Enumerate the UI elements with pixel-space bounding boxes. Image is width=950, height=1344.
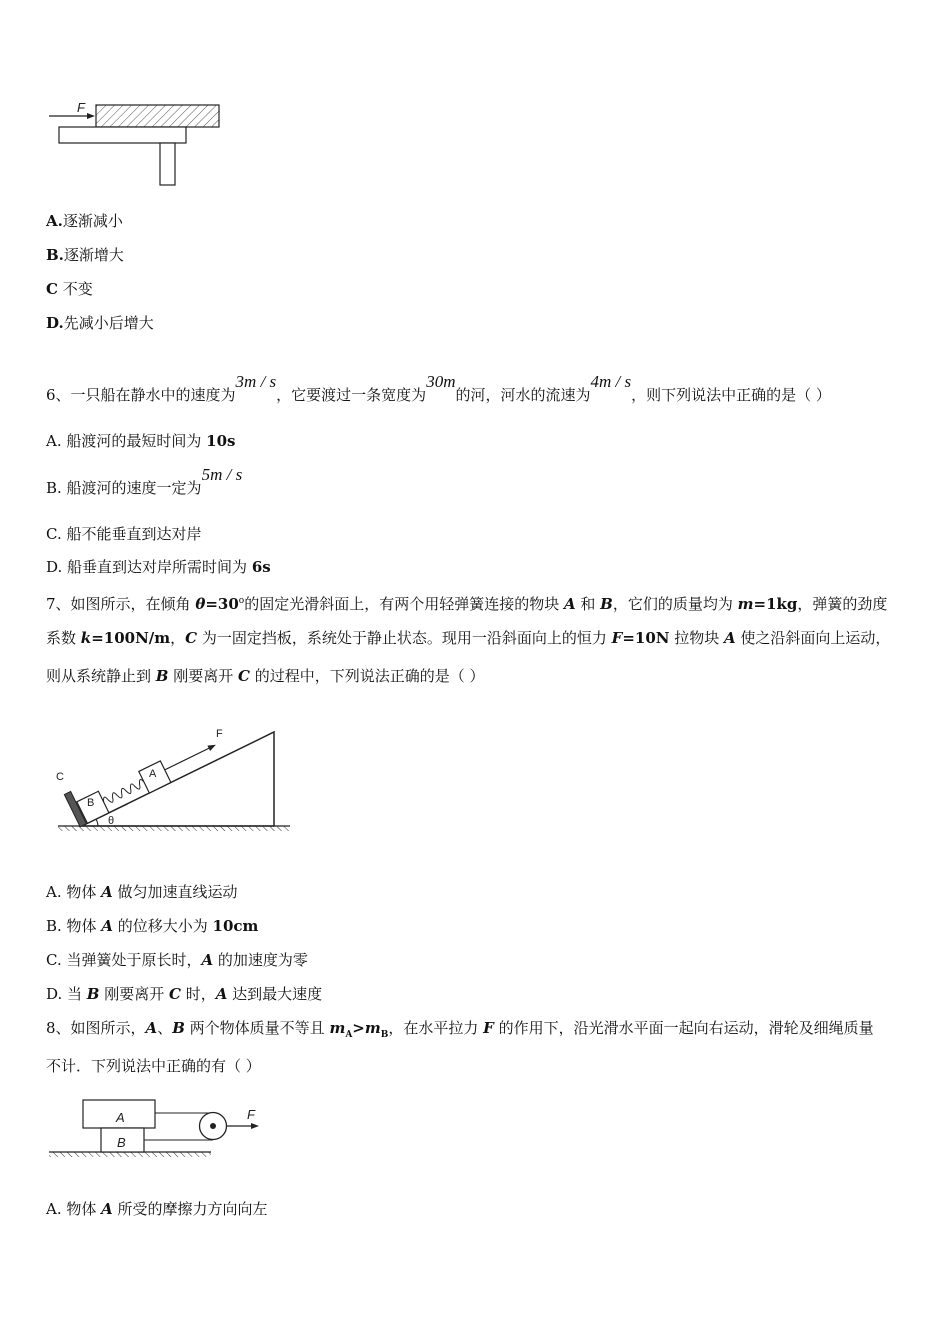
option-text: A. 船渡河的最短时间为 [46,432,207,450]
text: 不计．下列说法中正确的有（ ） [46,1057,261,1075]
symbol-a: A [145,1019,158,1037]
text: 8、如图所示， [46,1019,146,1037]
value: =10N [622,629,670,647]
figure-plank-table [45,98,225,190]
option-text: B. 船渡河的速度一定为 [46,479,202,497]
symbol-m: m [329,1019,346,1037]
figure-pulley [45,1095,265,1163]
symbol-a: A [563,595,576,613]
value: =30 [205,595,239,613]
q5-option-d[interactable] [46,313,154,333]
q6-width: 30m [426,372,456,391]
label-f: F [216,728,223,740]
text: 所受的摩擦力方向向左 [112,1200,268,1218]
text: ，在水平拉力 [388,1019,484,1037]
ground-hatch [49,1152,211,1157]
text: 系数 [46,629,81,647]
q8-stem-line2 [46,1056,261,1076]
symbol-a: A [101,917,113,935]
symbol-theta: θ [195,595,206,613]
text: 的加速度为零 [213,951,308,969]
q6-v-water: 4m / s [590,372,632,391]
symbol-a: A [724,629,736,647]
text: 使之沿斜面向上运动， [735,629,891,647]
q6-option-a[interactable] [46,431,235,451]
option-key: A. [46,212,63,230]
q6-option-b[interactable] [46,465,243,498]
q6-stem [46,372,831,405]
symbol-a: A [101,1200,113,1218]
q5-option-b[interactable] [46,245,124,265]
q7-option-b[interactable] [46,916,258,936]
symbol-f: F [483,1019,494,1037]
q6-stem-part: ，则下列说法中正确的是（ ） [631,386,831,404]
q6-stem-part: ，它要渡过一条宽度为 [276,386,427,404]
symbol-a: A [201,951,214,969]
option-text: 逐渐减小 [62,212,123,230]
table-leg [160,143,175,185]
hatched-plank [96,105,219,127]
q5-option-a[interactable] [46,211,123,231]
angle-arc [96,819,98,826]
q8-option-a[interactable] [46,1199,268,1219]
force-arrowhead [207,742,217,751]
text: 、 [157,1019,173,1037]
text: 时， [180,985,216,1003]
symbol-f: F [611,629,623,647]
text: ，弹簧的劲度 [797,595,888,613]
label-theta: θ [108,815,115,827]
option-key: D. [46,314,64,332]
q6-stem-part: 的河，河水的流速为 [455,386,591,404]
q7-option-c[interactable] [46,950,308,970]
option-text: D. 船垂直到达对岸所需时间为 [46,558,252,576]
text: 达到最大速度 [227,985,323,1003]
q6-option-d[interactable] [46,557,271,577]
text: D. 当 [46,985,87,1003]
value: 10cm [212,917,259,935]
text: 做匀加速直线运动 [112,883,238,901]
option-text: C. 船不能垂直到达对岸 [46,525,202,543]
symbol-m: m [364,1019,381,1037]
text: C. 当弹簧处于原长时， [46,951,202,969]
q6-stem-part: 6、一只船在静水中的速度为 [46,386,236,404]
option-value: 10s [206,432,236,450]
symbol-m: m [737,595,754,613]
option-value: 6s [251,558,271,576]
text: 的固定光滑斜面上，有两个用轻弹簧连接的物块 [244,595,564,613]
symbol-c: C [185,629,198,647]
symbol-b: B [155,667,169,685]
force-arrow [165,746,213,770]
symbol-c: C [169,985,181,1003]
text: 的过程中，下列说法正确的是（ ） [249,667,485,685]
text: ， [170,629,186,647]
label-f: F [247,1107,255,1122]
subscript: A [345,1030,353,1040]
option-value: 5m / s [201,465,243,484]
q7-option-d[interactable] [46,984,322,1004]
symbol-a: A [215,985,228,1003]
text: 拉物块 [669,629,725,647]
symbol-c: C [238,667,250,685]
incline-objects [64,725,222,827]
q7-stem-line1 [46,591,887,614]
option-text: 逐渐增大 [63,246,124,264]
table-top [59,127,186,143]
force-arrowhead [87,113,95,119]
text: 刚要离开 [99,985,170,1003]
pulley-axle [210,1123,216,1129]
label-a: A [149,768,157,780]
text: A. 物体 [46,1200,102,1218]
option-text: 不变 [57,280,93,298]
option-key: B. [46,246,64,264]
text: ，它们的质量均为 [612,595,738,613]
symbol-b: B [172,1019,185,1037]
option-text: 先减小后增大 [63,314,154,332]
symbol-b: B [600,595,613,613]
text: 为一固定挡板，系统处于静止状态。现用一沿斜面向上的恒力 [197,629,612,647]
value: =1kg [753,595,798,613]
symbol-a: A [101,883,113,901]
q5-option-c[interactable] [46,279,93,299]
label-b: B [87,797,95,809]
symbol-k: k [80,629,92,647]
figure-incline [50,720,300,840]
symbol-b: B [86,985,100,1003]
q7-stem-line2 [46,628,890,648]
text: B. 物体 [46,917,102,935]
force-arrowhead [251,1123,259,1129]
option-key: C [46,280,58,298]
label-a: A [116,1110,125,1125]
text: 和 [575,595,601,613]
label-c: C [56,771,64,783]
text: 则从系统静止到 [46,667,156,685]
q8-stem-line1 [46,1018,874,1045]
spring [102,779,146,806]
text: 的作用下，沿光滑水平面一起向右运动，滑轮及细绳质量 [493,1019,874,1037]
value: =100N/m [91,629,171,647]
text: 7、如图所示，在倾角 [46,595,196,613]
force-label: F [77,100,85,115]
q7-option-a[interactable] [46,882,238,902]
text: 的位移大小为 [112,917,213,935]
text: 刚要离开 [168,667,239,685]
incline-triangle [82,732,274,826]
q6-option-c[interactable] [46,524,201,544]
text: 两个物体质量不等且 [184,1019,330,1037]
symbol-gt: > [352,1019,365,1037]
q7-stem-line3 [46,666,485,686]
degree-mark: o [238,596,245,606]
text: A. 物体 [46,883,102,901]
subscript: B [380,1030,389,1040]
label-b: B [117,1135,126,1150]
q6-v-boat: 3m / s [235,372,277,391]
